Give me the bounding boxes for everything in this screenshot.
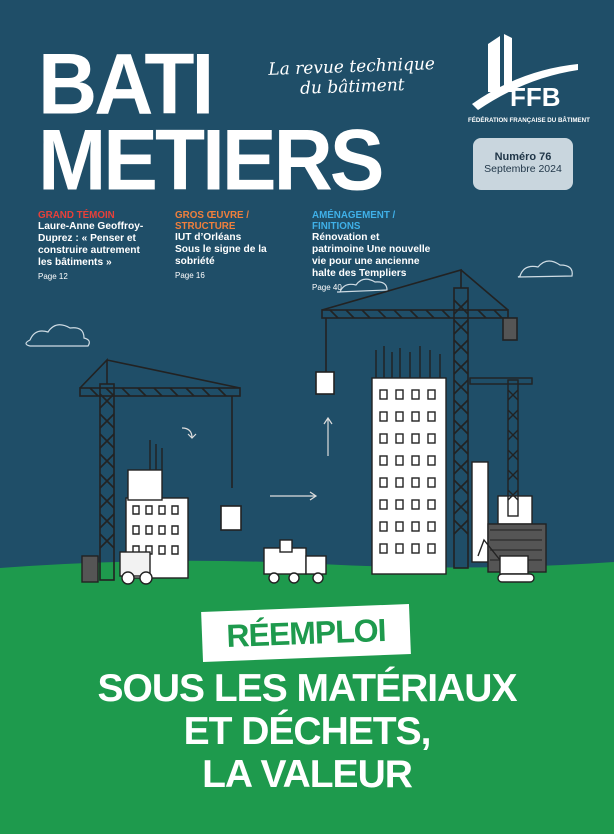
feature-tag-text: RÉEMPLOI	[225, 611, 387, 654]
headline-line1: SOUS LES MATÉRIAUX	[97, 667, 517, 710]
ffb-logo-icon	[470, 34, 580, 114]
headline-line3: LA VALEUR	[202, 753, 412, 796]
teaser-rubric: GROS ŒUVRE / STRUCTURE	[175, 210, 250, 232]
tall-building	[372, 346, 446, 574]
publisher-name: FÉDÉRATION FRANÇAISE DU BÂTIMENT	[468, 117, 590, 124]
feature-headline	[0, 667, 614, 796]
cloud-icon	[518, 261, 572, 277]
headline-line2: ET DÉCHETS,	[183, 710, 431, 753]
masthead-line2: METIERS	[38, 112, 382, 209]
feature-tag	[201, 604, 411, 662]
teaser-page: Page 40	[312, 283, 342, 292]
teaser-rubric: GRAND TÉMOIN	[38, 210, 115, 221]
ffb-logo-text: FFB	[510, 82, 561, 112]
issue-date: Septembre 2024	[484, 163, 562, 175]
teaser-page: Page 16	[175, 271, 205, 280]
teaser-page: Page 12	[38, 272, 68, 281]
cloud-icon	[337, 279, 387, 292]
teaser-title: Laure-Anne Geoffroy-Duprez : « Penser et construire autrement les bâtiments »	[38, 221, 144, 268]
dump-truck-icon	[264, 540, 326, 583]
cloud-icon	[26, 325, 89, 346]
issue-number: Numéro 76	[494, 151, 552, 163]
teaser-title: Rénovation et patrimoine Une nouvelle vie pour une ancienne halte des Templiers	[312, 232, 431, 279]
arrow-icon	[182, 418, 332, 500]
tagline: La revue technique du bâtiment	[268, 54, 436, 99]
issue-badge	[473, 138, 573, 190]
masthead-line1: BATI	[38, 36, 212, 133]
teaser-rubric: AMÉNAGEMENT / FINITIONS	[312, 210, 396, 232]
teaser-title: IUT d’Orléans Sous le signe de la sobriété	[175, 232, 267, 267]
